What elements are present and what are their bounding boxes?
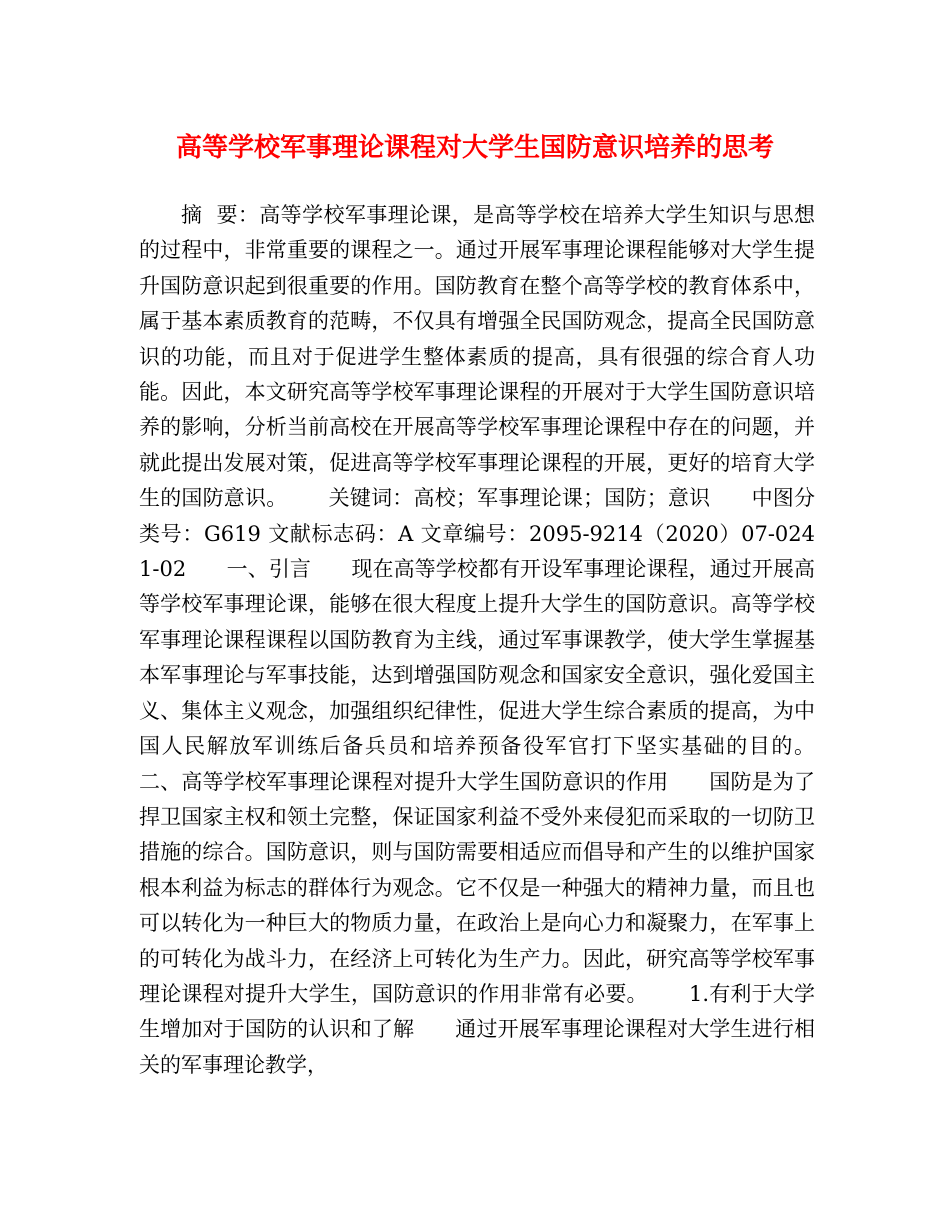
document-title: 高等学校军事理论课程对大学生国防意识培养的思考 [175,133,774,163]
document-body: 摘 要：高等学校军事理论课，是高等学校在培养大学生知识与思想的过程中，非常重要的课程之一。通过开展军事理论课程能够对大学生提升国防意识起到很重要的作用。国防教育在整个高等学校的教育体系中，属于基本素质教育的范畴，不仅具有增强全民国防观念，提高全民国防意识的功能，而且对于促进学生整体素质的提高，具有很强的综合育人功能。因此，本文研究高等学校军事理论课程的开展对于大学生国防意识培养的影响，分析当前高校在开展高等学校军事理论课程中存在的问题，并就此提出发展对策，促进高等学校军事理论课程的开展，更好的培育大学生的国防意识。 关键词：高校；军事理论课；国防；意识 中图分类号：G619 文献标志码：A 文章编号：2095-9214（2020）07-0241-02 一、引言 现在高等学校都有开设军事理论课程，通过开展高等学校军事理论课，能够在很大程度上提升大学生的国防意识。高等学校军事理论课程课程以国防教育为主线，通过军事课教学，使大学生掌握基本军事理论与军事技能，达到增强国防观念和国家安全意识，强化爱国主义、集体主义观念，加强组织纪律性，促进大学生综合素质的提高，为中国人民解放军训练后备兵员和培养预备役军官打下坚实基础的目的。 二、高等学校军事理论课程对提升大学生国防意识的作用 国防是为了捍卫国家主权和领土完整，保证国家利益不受外来侵犯而采取的一切防卫措施的综合。国防意识，则与国防需要相适应而倡导和产生的以维护国家根本利益为标志的群体行为观念。它不仅是一种强大的精神力量，而且也可以转化为一种巨大的物质力量，在政治上是向心力和凝聚力，在军事上的可转化为战斗力，在经济上可转化为生产力。因此，研究高等学校军事理论课程对提升大学生，国防意识的作用非常有必要。 1.有利于大学生增加对于国防的认识和了解 通过开展军事理论课程对大学生进行相关的军事理论教学， [139,203,856,1077]
